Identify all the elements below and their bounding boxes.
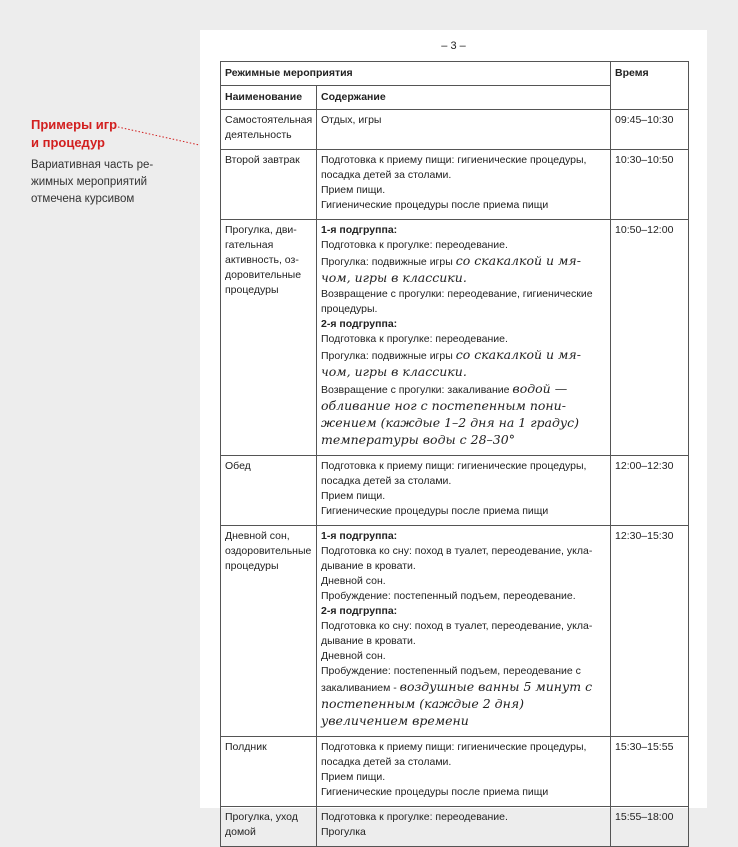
header-time-cell: Время: [611, 62, 689, 110]
content-text: Прогулка: подвижные игры: [321, 350, 456, 362]
activity-name-cell: Полдник: [221, 737, 317, 807]
content-line: [321, 489, 606, 504]
content-line: [321, 113, 606, 128]
content-line: [321, 153, 606, 183]
table-row: [221, 526, 689, 737]
variative-text: водой — обливание ног с постепенным понижением (каждые 1–2 дня на 1 градус) температуры воды с 28–30°: [321, 381, 580, 447]
annotation-title-line-2: и процедур: [31, 135, 105, 150]
content-line: [321, 604, 606, 619]
document-page: [200, 30, 707, 838]
time-cell: 09:45–10:30: [611, 110, 689, 150]
content-line: [321, 785, 606, 800]
regime-table: [220, 61, 689, 847]
time-cell: 15:30–15:55: [611, 737, 689, 807]
content-line: [321, 317, 606, 332]
content-line: [321, 381, 606, 449]
content-line: [321, 287, 606, 317]
content-text: Подготовка к приему пищи: гигиенические процедуры, посадка детей за столами.: [321, 154, 587, 181]
activity-name-cell: Самостоятельная деятельность: [221, 110, 317, 150]
time-cell: 12:30–15:30: [611, 526, 689, 737]
annotation-note: Вариативная часть режимных мероприятий отмечена курсивом: [31, 159, 154, 205]
content-line: [321, 589, 606, 604]
table-row: [221, 807, 689, 847]
content-line: [321, 238, 606, 253]
time-cell: 12:00–12:30: [611, 456, 689, 526]
content-text: Прогулка: подвижные игры: [321, 256, 456, 268]
content-text: Гигиенические процедуры после приема пищи: [321, 505, 549, 517]
content-line: [321, 332, 606, 347]
activity-name-cell: Обед: [221, 456, 317, 526]
content-text: Дневной сон.: [321, 575, 386, 587]
content-text: Подготовка к приему пищи: гигиенические процедуры, посадка детей за столами.: [321, 460, 587, 487]
table-row: [221, 110, 689, 150]
activity-content-cell: [317, 807, 611, 847]
content-line: [321, 183, 606, 198]
content-text: Отдых, игры: [321, 114, 382, 126]
variative-text: со скакалкой и мячом, игры в классики.: [321, 347, 581, 379]
activity-content-cell: [317, 526, 611, 737]
content-line: [321, 825, 606, 840]
content-text: Прием пищи.: [321, 490, 386, 502]
content-line: [321, 544, 606, 574]
activity-content-cell: [317, 110, 611, 150]
content-text: Дневной сон.: [321, 650, 386, 662]
content-text: Подготовка к прогулке: переодевание.: [321, 239, 508, 251]
content-text: Подготовка к прогулке: переодевание.: [321, 811, 508, 823]
activity-name-cell: Второй завтрак: [221, 150, 317, 220]
content-text: Подготовка ко сну: поход в туалет, переодевание, укладывание в кровати.: [321, 545, 593, 572]
content-text: Прием пищи.: [321, 184, 386, 196]
content-line: [321, 347, 606, 381]
page-number: – 3 –: [441, 40, 466, 52]
header-content-cell: Содержание: [317, 86, 611, 110]
content-line: [321, 664, 606, 730]
header-name-cell: Наименование: [221, 86, 317, 110]
content-line: [321, 504, 606, 519]
content-line: [321, 574, 606, 589]
activity-name-cell: Прогулка, уход домой: [221, 807, 317, 847]
content-line: [321, 198, 606, 213]
content-text: Прогулка: [321, 826, 366, 838]
content-text: Прием пищи.: [321, 771, 386, 783]
table-row: [221, 456, 689, 526]
subgroup-label: 2-я подгруппа:: [321, 605, 398, 617]
content-text: Пробуждение: постепенный подъем, переодевание с закаливанием -: [321, 665, 581, 694]
content-line: [321, 770, 606, 785]
content-text: Подготовка ко сну: поход в туалет, переодевание, укладывание в кровати.: [321, 620, 593, 647]
activity-name-cell: Дневной сон, оздоровительные процедуры: [221, 526, 317, 737]
content-line: [321, 619, 606, 649]
table-row: [221, 220, 689, 456]
content-line: [321, 649, 606, 664]
content-text: Возвращение с прогулки: переодевание, гигиенические процедуры.: [321, 288, 593, 315]
content-line: [321, 459, 606, 489]
annotation-title-line-1: Примеры игр: [31, 117, 118, 132]
variative-text: воздушные ванны 5 минут с постепенным (каждые 2 дня) увеличением времени: [321, 679, 593, 728]
time-cell: 15:55–18:00: [611, 807, 689, 847]
activity-content-cell: [317, 456, 611, 526]
subgroup-label: 1-я подгруппа:: [321, 530, 398, 542]
content-line: [321, 223, 606, 238]
content-text: Подготовка к приему пищи: гигиенические процедуры, посадка детей за столами.: [321, 741, 587, 768]
content-text: Подготовка к прогулке: переодевание.: [321, 333, 508, 345]
time-cell: 10:30–10:50: [611, 150, 689, 220]
table-row: [221, 737, 689, 807]
content-text: Пробуждение: постепенный подъем, переодевание.: [321, 590, 576, 602]
content-line: [321, 810, 606, 825]
activity-content-cell: [317, 220, 611, 456]
subgroup-label: 2-я подгруппа:: [321, 318, 398, 330]
activity-content-cell: [317, 150, 611, 220]
header-group-cell: Режимные мероприятия: [221, 62, 611, 86]
activity-name-cell: Прогулка, двигательная активность, оздоровительные процедуры: [221, 220, 317, 456]
content-line: [321, 529, 606, 544]
table-row: [221, 150, 689, 220]
subgroup-label: 1-я подгруппа:: [321, 224, 398, 236]
content-text: Гигиенические процедуры после приема пищи: [321, 199, 549, 211]
variative-text: со скакалкой и мячом, игры в классики.: [321, 253, 581, 285]
content-text: Гигиенические процедуры после приема пищи: [321, 786, 549, 798]
activity-content-cell: [317, 737, 611, 807]
content-text: Возвращение с прогулки: закаливание: [321, 384, 513, 396]
content-line: [321, 253, 606, 287]
content-line: [321, 740, 606, 770]
time-cell: 10:50–12:00: [611, 220, 689, 456]
